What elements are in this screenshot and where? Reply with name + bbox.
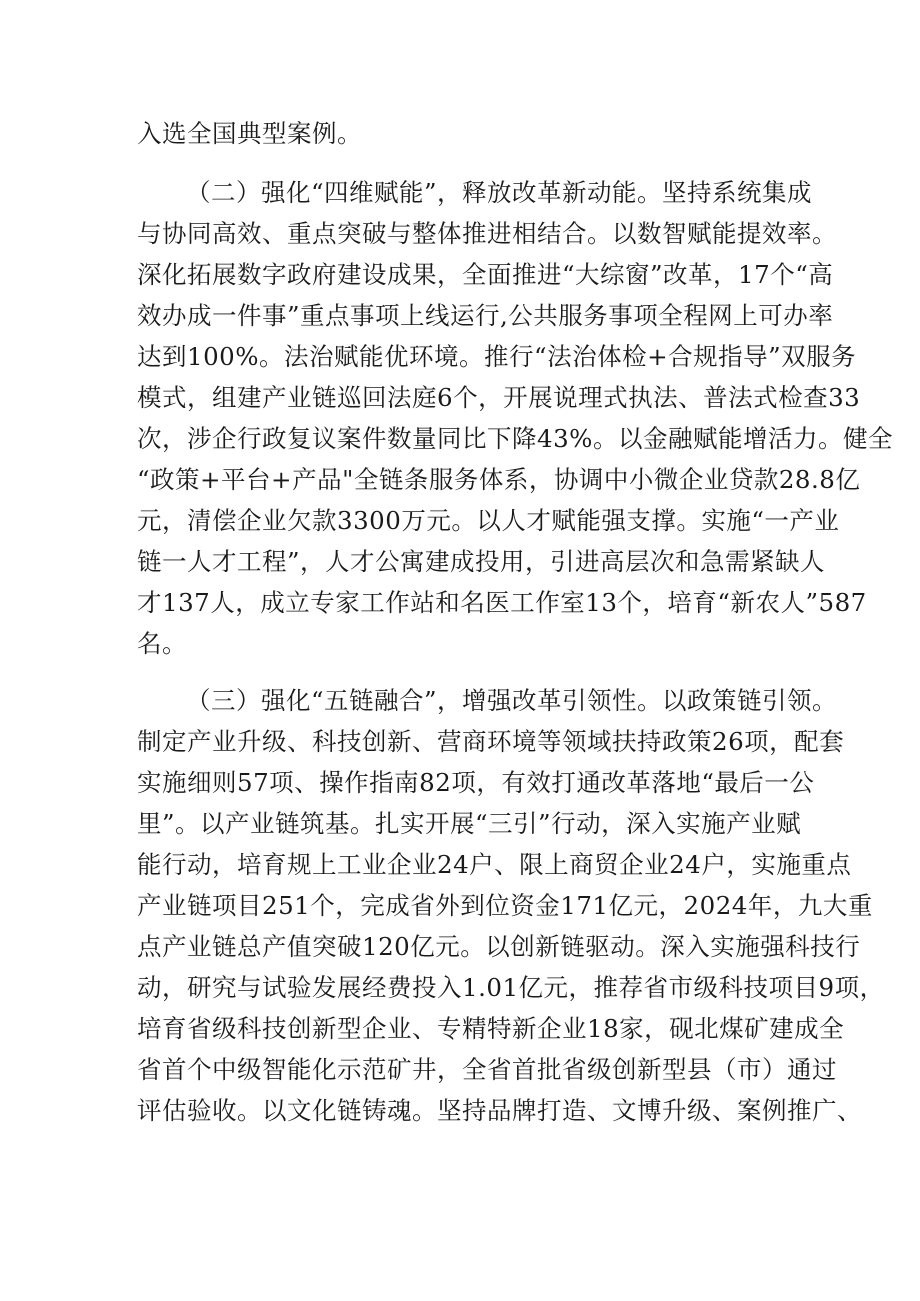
text-line: 实施细则57项、操作指南82项，有效打通改革落地“最后一公	[137, 768, 815, 797]
text-line: 点产业链总产值突破120亿元。以创新链驱动。深入实施强科技行	[137, 932, 861, 961]
text-line: 能行动，培育规上工业企业24户、限上商贸企业24户，实施重点	[137, 850, 852, 879]
text-line: 里”。以产业链筑基。扎实开展“三引”行动，深入实施产业赋	[137, 809, 802, 838]
text-line: “政策+平台+产品"全链条服务体系，协调中小微企业贷款28.8亿	[137, 465, 861, 494]
text-line: 模式，组建产业链巡回法庭6个，开展说理式执法、普法式检查33	[137, 383, 861, 412]
text-line: 省首个中级智能化示范矿井，全省首批省级创新型县（市）通过	[137, 1055, 837, 1084]
text-line: 与协同高效、重点突破与整体推进相结合。以数智赋能提效率。	[137, 219, 837, 248]
text-line: 评估验收。以文化链铸魂。坚持品牌打造、文博升级、案例推广、	[137, 1096, 862, 1125]
text-line: 名。	[137, 629, 187, 658]
text-line: 元，清偿企业欠款3300万元。以人才赋能强支撑。实施“一产业	[137, 506, 840, 535]
text-line: 效办成一件事”重点事项上线运行,公共服务事项全程网上可办率	[137, 301, 834, 330]
text-line: 才137人，成立专家工作站和名医工作室13个，培育“新农人”587	[137, 588, 867, 617]
text-line: 入选全国典型案例。	[137, 119, 362, 148]
text-line: 链一人才工程”，人才公寓建成投用，引进高层次和急需紧缺人	[137, 547, 826, 576]
text-line: 培育省级科技创新型企业、专精特新企业18家，砚北煤矿建成全	[137, 1014, 845, 1043]
text-line: 达到100%。法治赋能优环境。推行“法治体检+合规指导”双服务	[137, 342, 857, 371]
text-line: 深化拓展数字政府建设成果，全面推进“大综窗”改革，17个“高	[137, 260, 834, 289]
text-line: 制定产业升级、科技创新、营商环境等领域扶持政策26项，配套	[137, 727, 845, 756]
text-line: 动，研究与试验发展经费投入1.01亿元，推荐省市级科技项目9项，	[137, 973, 885, 1002]
section-heading-line: （二）强化“四维赋能”，释放改革新动能。坚持系统集成	[186, 178, 813, 207]
section-heading-line: （三）强化“五链融合”，增强改革引领性。以政策链引领。	[186, 686, 838, 715]
text-line: 产业链项目251个，完成省外到位资金171亿元，2024年，九大重	[137, 891, 873, 920]
text-line: 次，涉企行政复议案件数量同比下降43%。以金融赋能增活力。健全	[137, 424, 893, 453]
